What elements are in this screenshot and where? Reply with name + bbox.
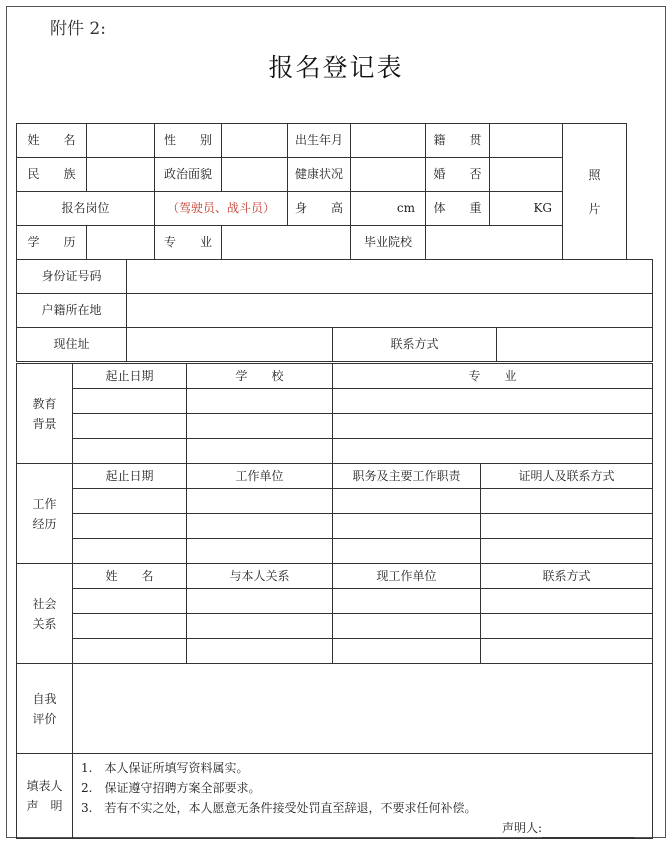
social-col-contact: 联系方式 bbox=[481, 564, 653, 589]
edu-major-cell[interactable] bbox=[333, 414, 653, 439]
declaration-content bbox=[73, 754, 653, 839]
social-contact-cell[interactable] bbox=[481, 639, 653, 664]
social-contact-cell[interactable] bbox=[481, 589, 653, 614]
form-title: 报名登记表 bbox=[268, 53, 404, 82]
edu-col-school: 学 校 bbox=[187, 364, 333, 389]
native-place-label: 籍 贯 bbox=[426, 124, 490, 158]
birth-field[interactable] bbox=[351, 124, 426, 158]
work-unit-cell[interactable] bbox=[187, 514, 333, 539]
health-label: 健康状况 bbox=[288, 158, 351, 192]
address-field[interactable] bbox=[127, 328, 333, 362]
edu-major-cell[interactable] bbox=[333, 439, 653, 464]
edu-major-cell[interactable] bbox=[333, 389, 653, 414]
work-col-duty: 职务及主要工作职责 bbox=[333, 464, 481, 489]
height-field[interactable]: cm bbox=[351, 192, 426, 226]
hukou-field[interactable] bbox=[127, 294, 653, 328]
attachment-label: 附件 2: bbox=[50, 19, 106, 39]
edu-col-major: 专 业 bbox=[333, 364, 653, 389]
work-unit-cell[interactable] bbox=[187, 489, 333, 514]
basic-info-table bbox=[16, 123, 672, 260]
political-status-field[interactable] bbox=[222, 158, 288, 192]
work-duty-cell[interactable] bbox=[333, 539, 481, 564]
edu-school-cell[interactable] bbox=[187, 439, 333, 464]
work-date-cell[interactable] bbox=[73, 539, 187, 564]
social-name-cell[interactable] bbox=[73, 614, 187, 639]
evaluation-declaration-table bbox=[16, 663, 653, 839]
marital-field[interactable] bbox=[490, 158, 563, 192]
signature-line[interactable] bbox=[542, 825, 634, 838]
social-unit-cell[interactable] bbox=[333, 639, 481, 664]
education-table bbox=[16, 363, 653, 464]
social-table bbox=[16, 563, 653, 664]
social-unit-cell[interactable] bbox=[333, 614, 481, 639]
health-field[interactable] bbox=[351, 158, 426, 192]
work-col-unit: 工作单位 bbox=[187, 464, 333, 489]
work-col-date: 起止日期 bbox=[73, 464, 187, 489]
edu-date-cell[interactable] bbox=[73, 389, 187, 414]
contact-field[interactable] bbox=[497, 328, 653, 362]
social-relation-cell[interactable] bbox=[187, 589, 333, 614]
declaration-item-2: 2. 保证遵守招聘方案全部要求。 bbox=[81, 781, 261, 795]
marital-label: 婚 否 bbox=[426, 158, 490, 192]
position-label: 报名岗位 bbox=[17, 192, 155, 226]
hukou-label: 户籍所在地 bbox=[17, 294, 127, 328]
work-duty-cell[interactable] bbox=[333, 514, 481, 539]
work-ref-cell[interactable] bbox=[481, 539, 653, 564]
major-label: 专 业 bbox=[155, 226, 222, 260]
photo-label-1: 照 bbox=[588, 167, 601, 182]
school-label: 毕业院校 bbox=[351, 226, 426, 260]
gender-field[interactable] bbox=[222, 124, 288, 158]
weight-label: 体 重 bbox=[426, 192, 490, 226]
self-eval-section-label bbox=[17, 664, 73, 754]
edu-date-cell[interactable] bbox=[73, 439, 187, 464]
ethnic-field[interactable] bbox=[87, 158, 155, 192]
major-field[interactable] bbox=[222, 226, 351, 260]
work-section-label bbox=[17, 464, 73, 564]
work-ref-cell[interactable] bbox=[481, 514, 653, 539]
declaration-item-3: 3. 若有不实之处，本人愿意无条件接受处罚直至辞退，不要求任何补偿。 bbox=[81, 801, 477, 815]
work-date-cell[interactable] bbox=[73, 489, 187, 514]
address-table bbox=[16, 259, 653, 362]
work-unit-cell[interactable] bbox=[187, 539, 333, 564]
edu-school-cell[interactable] bbox=[187, 414, 333, 439]
declaration-item-1: 1. 本人保证所填写资料属实。 bbox=[81, 761, 249, 775]
work-duty-cell[interactable] bbox=[333, 489, 481, 514]
work-date-cell[interactable] bbox=[73, 514, 187, 539]
id-number-label: 身份证号码 bbox=[17, 260, 127, 294]
edu-school-cell[interactable] bbox=[187, 389, 333, 414]
address-label: 现住址 bbox=[17, 328, 127, 362]
declaration-section-label bbox=[17, 754, 73, 839]
ethnic-label: 民 族 bbox=[17, 158, 87, 192]
social-name-cell[interactable] bbox=[73, 589, 187, 614]
birth-label: 出生年月 bbox=[288, 124, 351, 158]
education-label-2: 背景 bbox=[32, 416, 57, 431]
social-relation-cell[interactable] bbox=[187, 639, 333, 664]
social-col-unit: 现工作单位 bbox=[333, 564, 481, 589]
social-col-relation: 与本人关系 bbox=[187, 564, 333, 589]
social-unit-cell[interactable] bbox=[333, 589, 481, 614]
political-status-label: 政治面貌 bbox=[155, 158, 222, 192]
photo-box[interactable] bbox=[563, 124, 627, 260]
education-section-label bbox=[17, 364, 73, 464]
work-col-ref: 证明人及联系方式 bbox=[481, 464, 653, 489]
social-section-label bbox=[17, 564, 73, 664]
social-label-2: 关系 bbox=[32, 616, 57, 631]
declaration-label-1: 填表人 bbox=[26, 779, 63, 793]
weight-field[interactable]: KG bbox=[490, 192, 563, 226]
edu-date-cell[interactable] bbox=[73, 414, 187, 439]
school-field[interactable] bbox=[426, 226, 563, 260]
self-eval-field[interactable] bbox=[73, 664, 653, 754]
self-eval-label-2: 评价 bbox=[32, 711, 57, 726]
gender-label: 性 别 bbox=[155, 124, 222, 158]
signer-label: 声明人: bbox=[501, 821, 542, 835]
photo-label-2: 片 bbox=[588, 201, 601, 216]
social-label-1: 社会 bbox=[32, 596, 57, 611]
work-label-1: 工作 bbox=[32, 496, 57, 511]
signature-row bbox=[81, 818, 652, 838]
name-field[interactable] bbox=[87, 124, 155, 158]
native-place-field[interactable] bbox=[490, 124, 563, 158]
id-number-field[interactable] bbox=[127, 260, 653, 294]
declaration-label-2: 声 明 bbox=[26, 799, 63, 813]
work-ref-cell[interactable] bbox=[481, 489, 653, 514]
name-label: 姓 名 bbox=[17, 124, 87, 158]
position-value[interactable]: （驾驶员、战斗员） bbox=[155, 192, 288, 226]
work-label-2: 经历 bbox=[32, 516, 57, 531]
education-label: 学 历 bbox=[17, 226, 87, 260]
work-table bbox=[16, 463, 653, 564]
education-label-1: 教育 bbox=[32, 396, 57, 411]
contact-label: 联系方式 bbox=[333, 328, 497, 362]
edu-col-date: 起止日期 bbox=[73, 364, 187, 389]
social-col-name: 姓 名 bbox=[73, 564, 187, 589]
social-contact-cell[interactable] bbox=[481, 614, 653, 639]
education-field[interactable] bbox=[87, 226, 155, 260]
self-eval-label-1: 自我 bbox=[32, 691, 57, 706]
social-name-cell[interactable] bbox=[73, 639, 187, 664]
social-relation-cell[interactable] bbox=[187, 614, 333, 639]
height-label: 身 高 bbox=[288, 192, 351, 226]
